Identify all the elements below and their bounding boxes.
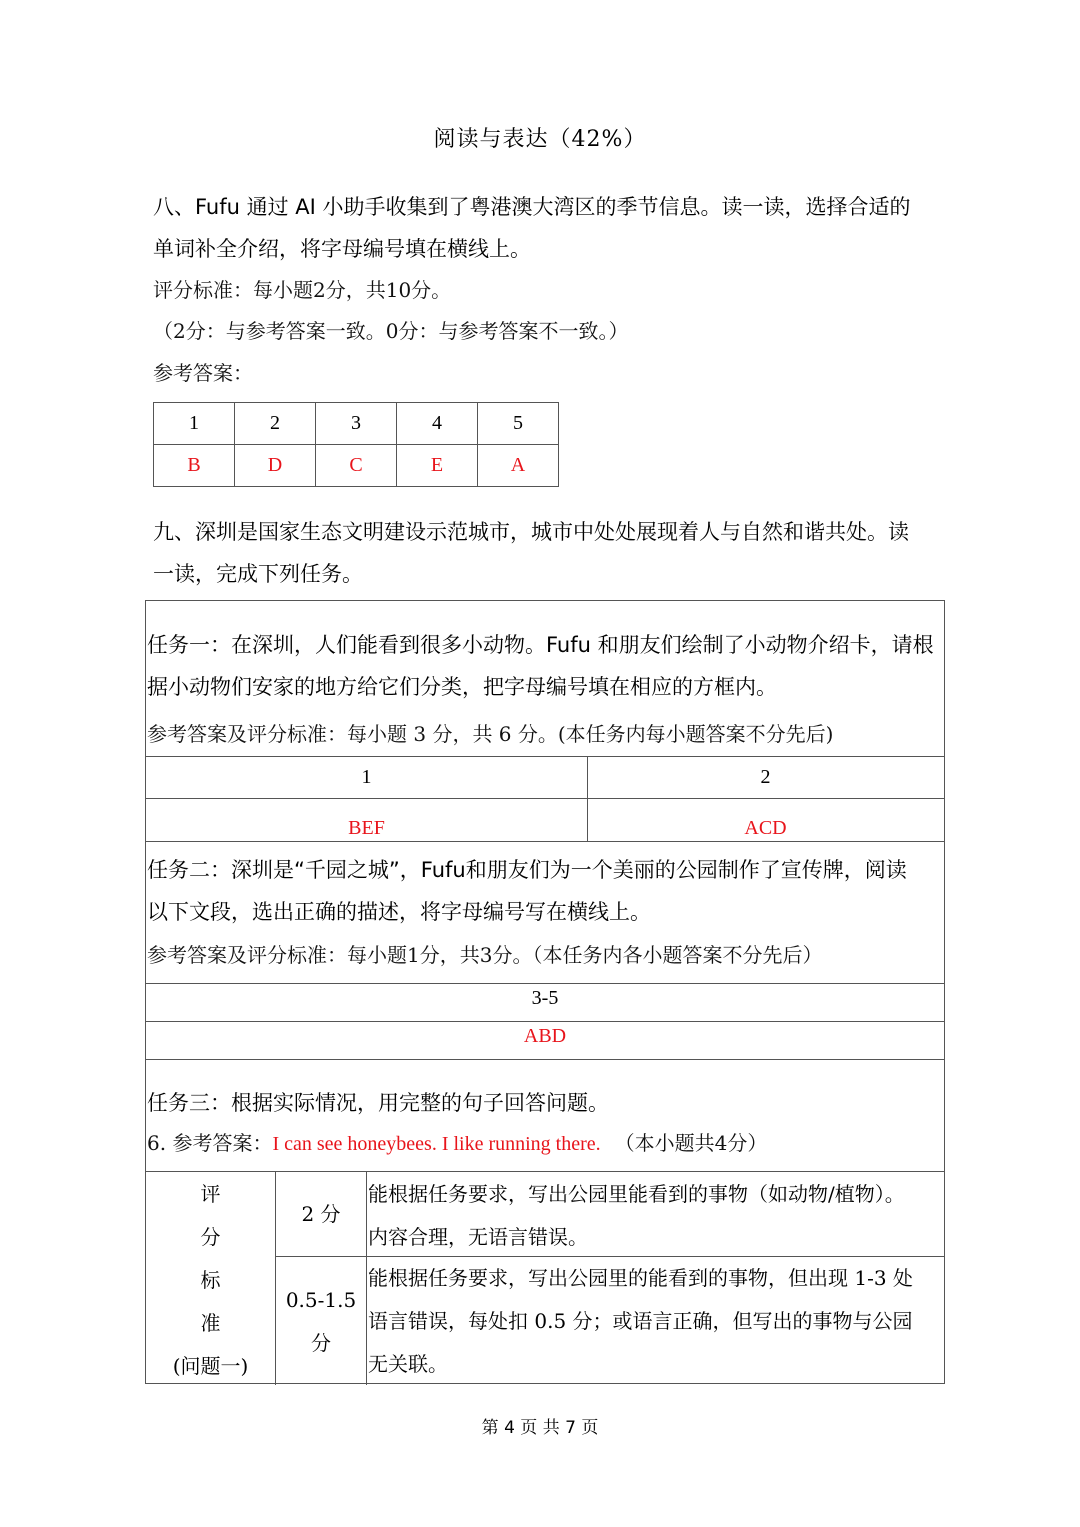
divider xyxy=(146,983,944,984)
table-cell: 4 xyxy=(397,403,478,445)
rubric-label-char: (问题一) xyxy=(172,1354,249,1378)
divider xyxy=(366,1171,367,1385)
task1-line1: 任务一：在深圳，人们能看到很多小动物。Fufu 和朋友们绘制了小动物介绍卡，请根 xyxy=(147,633,934,657)
divider xyxy=(146,1021,944,1022)
task1-col2-header: 2 xyxy=(760,766,771,788)
task2-range: 3-5 xyxy=(531,987,559,1009)
rubric-row1-desc-line2: 内容合理，无语言错误。 xyxy=(368,1225,588,1249)
task3-question-prefix: 6. 参考答案： xyxy=(147,1131,273,1155)
rubric-row2-desc xyxy=(368,1257,948,1386)
task1-answer2: ACD xyxy=(744,817,787,839)
answer-cell: D xyxy=(235,445,316,487)
rubric-row1-desc xyxy=(368,1173,948,1259)
section8-scoring: 评分标准：每小题2分，共10分。 xyxy=(153,278,452,302)
divider xyxy=(146,1059,944,1060)
table-cell: 2 xyxy=(235,403,316,445)
section9-heading xyxy=(153,511,953,595)
section8-heading xyxy=(153,186,953,270)
rubric-row2-score-line2: 分 xyxy=(311,1331,331,1355)
rubric-row1-desc-line1: 能根据任务要求，写出公园里能看到的事物（如动物/植物）。 xyxy=(368,1182,905,1206)
rubric-label-char: 准 xyxy=(200,1311,221,1335)
section8-scoring-detail: （2分：与参考答案一致。0分：与参考答案不一致。） xyxy=(153,319,629,343)
answer-cell: E xyxy=(397,445,478,487)
divider xyxy=(146,756,944,757)
section8-ref-label: 参考答案： xyxy=(153,361,253,385)
rubric-row2-desc-line3: 无关联。 xyxy=(368,1352,448,1376)
rubric-label-char: 分 xyxy=(200,1225,221,1249)
rubric-row2-desc-line1: 能根据任务要求，写出公园里的能看到的事物，但出现 1-3 处 xyxy=(368,1266,913,1290)
task1-answer1: BEF xyxy=(348,817,385,839)
rubric-row2-score xyxy=(276,1279,366,1365)
task1-scoring: 参考答案及评分标准：每小题 3 分，共 6 分。(本任务内每小题答案不分先后) xyxy=(147,722,834,746)
section9-heading-line1: 九、深圳是国家生态文明建设示范城市，城市中处处展现着人与自然和谐共处。读 xyxy=(153,520,909,544)
answer-cell: B xyxy=(154,445,235,487)
section9-heading-line2: 一读，完成下列任务。 xyxy=(153,562,363,586)
rubric-label-char: 评 xyxy=(200,1182,221,1206)
table-cell: 1 xyxy=(154,403,235,445)
task3-reference-answer: I can see honeybees. I like running there. xyxy=(272,1133,601,1155)
section8-heading-line2: 单词补全介绍，将字母编号填在横线上。 xyxy=(153,237,531,261)
table-row xyxy=(154,403,559,445)
rubric-row1-score: 2 分 xyxy=(301,1202,341,1226)
task1-description xyxy=(147,624,934,708)
answer-cell: A xyxy=(478,445,559,487)
task2-answer: ABD xyxy=(523,1025,567,1047)
rubric-row2-score-line1: 0.5-1.5 xyxy=(285,1288,357,1312)
page-footer: 第 4 页 共 7 页 xyxy=(481,1418,599,1438)
table-row xyxy=(154,445,559,487)
divider xyxy=(146,798,944,799)
task2-scoring: 参考答案及评分标准：每小题1分，共3分。（本任务内各小题答案不分先后） xyxy=(147,943,823,967)
rubric-label xyxy=(146,1173,275,1388)
task2-description xyxy=(147,849,907,933)
section8-answer-table xyxy=(153,402,559,487)
divider xyxy=(146,1171,944,1172)
table-cell: 5 xyxy=(478,403,559,445)
task2-line1: 任务二：深圳是“千园之城”，Fufu和朋友们为一个美丽的公园制作了宣传牌，阅读 xyxy=(147,858,907,882)
page-title: 阅读与表达（42%） xyxy=(433,127,647,152)
task2-line2: 以下文段，选出正确的描述，将字母编号写在横线上。 xyxy=(147,900,651,924)
answer-cell: C xyxy=(316,445,397,487)
table-cell: 3 xyxy=(316,403,397,445)
task1-line2: 据小动物们安家的地方给它们分类，把字母编号填在相应的方框内。 xyxy=(147,675,777,699)
rubric-label-char: 标 xyxy=(200,1268,221,1292)
task3-description: 任务三：根据实际情况，用完整的句子回答问题。 xyxy=(147,1091,609,1115)
task1-col1-header: 1 xyxy=(361,766,372,788)
section9-task-box xyxy=(145,600,945,1384)
section8-heading-line1: 八、Fufu 通过 AI 小助手收集到了粤港澳大湾区的季节信息。读一读，选择合适的 xyxy=(153,195,911,219)
divider xyxy=(146,841,944,842)
rubric-row2-desc-line2: 语言错误，每处扣 0.5 分；或语言正确，但写出的事物与公园 xyxy=(368,1309,913,1333)
task3-question-suffix: （本小题共4分） xyxy=(614,1131,768,1155)
task3-question xyxy=(147,1123,767,1165)
